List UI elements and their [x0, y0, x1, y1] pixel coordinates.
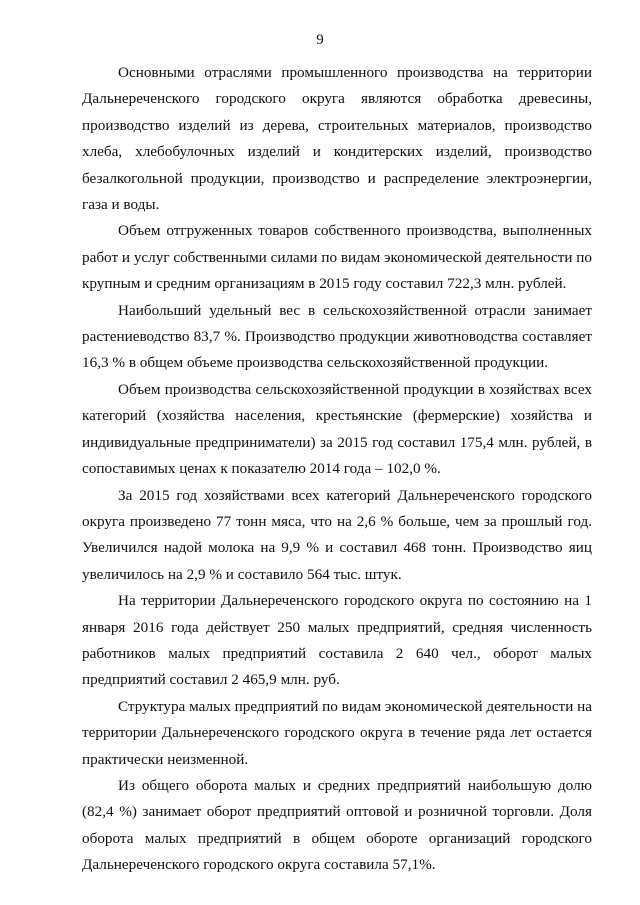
- paragraph-shipped-goods: Объем отгруженных товаров собственного производства, выполненных работ и услуг собственными силами по видам экономической деятельности по крупным и средним организациям в 2015 году составил 722,3 млн. рублей.: [82, 222, 592, 293]
- paragraph-turnover-share: Из общего оборота малых и средних предприятий наибольшую долю (82,4 %) занимает оборот предприятий оптовой и розничной торговли. Доля оборота малых предприятий в общем обороте организаций городского Дальнереченского городского округа составила 57,1%.: [82, 776, 592, 874]
- paragraph-agriculture-volume: Объем производства сельскохозяйственной продукции в хозяйствах всех категорий (хозяйства населения, крестьянские (фермерские) хозяйства и индивидуальные предприниматели) за 2015 год составил 175,4 млн. рублей, в сопоставимых ценах к показателю 2014 года – 102,0 %.: [82, 380, 592, 478]
- paragraph-small-business: На территории Дальнереченского городского округа по состоянию на 1 января 2016 года действует 250 малых предприятий, средняя численность работников малых предприятий составила 2 640 чел., оборот малых предприятий составил 2 465,9 млн. руб.: [82, 592, 592, 689]
- paragraph-small-business-structure: Структура малых предприятий по видам экономической деятельности на территории Дальнереченского городского округа в течение ряда лет остается практически неизменной.: [82, 697, 592, 768]
- document-body: [82, 60, 592, 879]
- paragraph-agriculture-share: Наибольший удельный вес в сельскохозяйственной отрасли занимает растениеводство 83,7 %. Производство продукции животноводства составляет 16,3 % в общем объеме производства сельскохозяйственной продукции.: [82, 301, 592, 372]
- page-number: 9: [316, 32, 324, 48]
- paragraph-livestock-output: За 2015 год хозяйствами всех категорий Дальнереченского городского округа произведено 77 тонн мяса, что на 2,6 % больше, чем за прошлый год. Увеличился надой молока на 9,9 % и составил 468 тонн. Производство яиц увеличилось на 2,9 % и составило 564 тыс. штук.: [82, 486, 592, 583]
- paragraph-industry-branches: Основными отраслями промышленного производства на территории Дальнереченского городского округа являются обработка древесины, производство изделий из дерева, строительных материалов, производство хлеба, хлебобулочных изделий и кондитерских изделий, производство безалкогольной продукции, производство и распределение электроэнергии, газа и воды.: [82, 64, 592, 214]
